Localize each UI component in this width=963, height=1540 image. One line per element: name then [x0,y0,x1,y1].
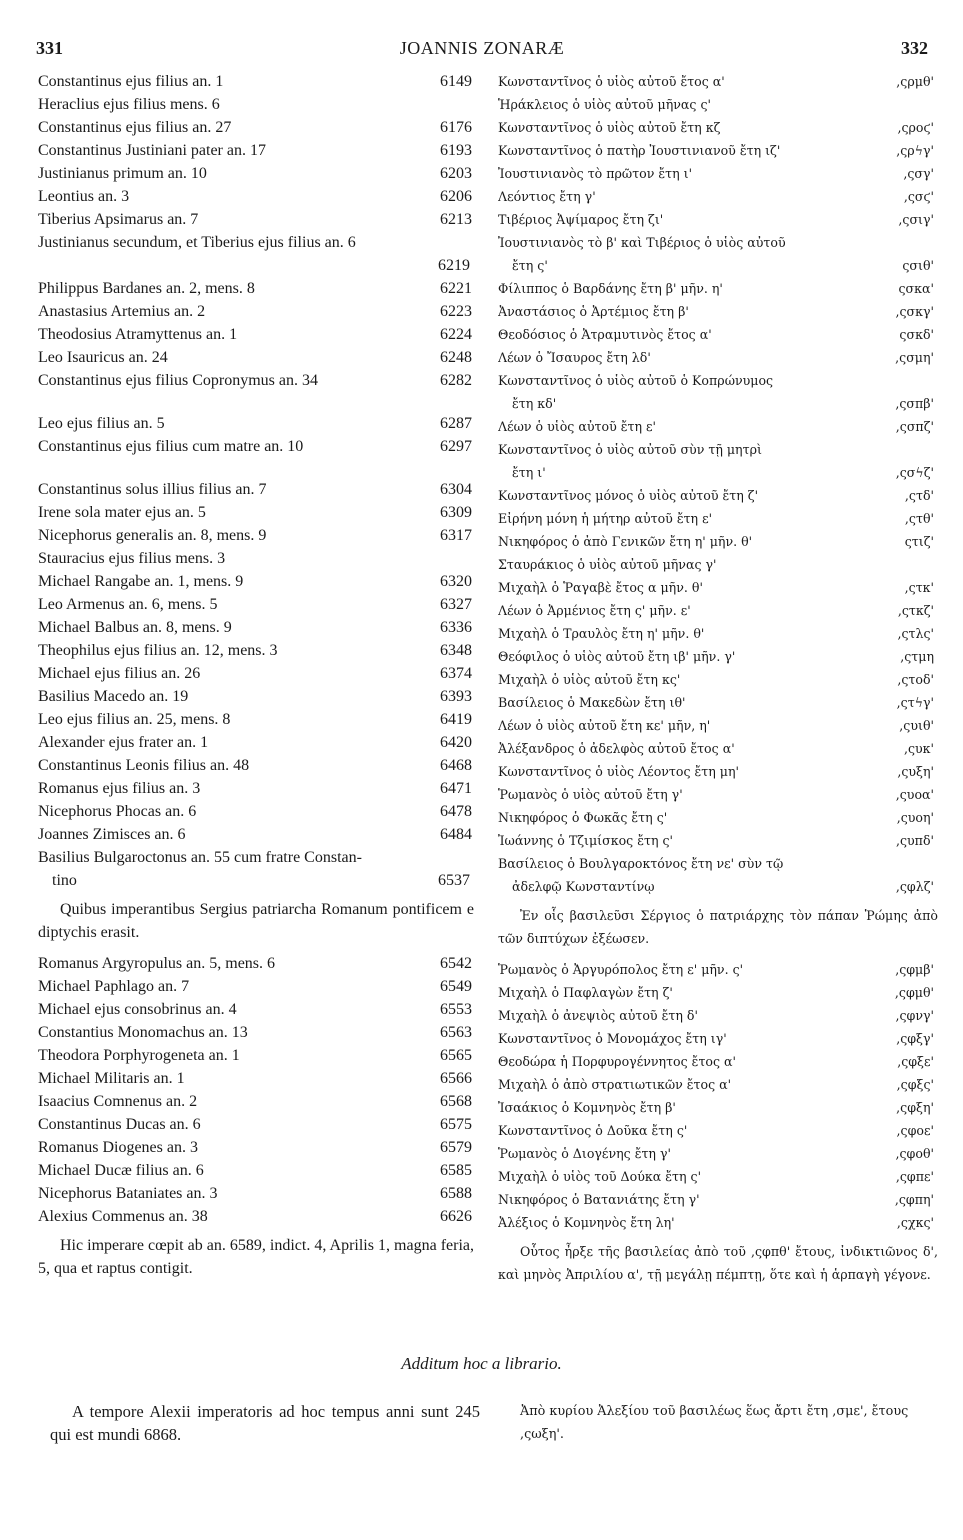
latin-entry-text: Michael ejus filius an. 26 [38,665,201,682]
greek-entry-line [498,254,938,277]
latin-entry [38,1136,474,1159]
page-header [36,38,928,62]
greek-entry-year: ,ςτκ' [904,580,934,595]
greek-entry-text: Κωνσταντῖνος ὁ Δοῦκα ἔτη ς' [498,1123,688,1138]
greek-entry-text: Νικηφόρος ὁ ἀπὸ Γενικῶν ἔτη η' μῆν. θ' [498,534,753,549]
latin-entry-text: Isaacius Comnenus an. 2 [38,1093,198,1110]
greek-entry-year: ςτιζ' [904,534,934,549]
latin-entry-year: 6420 [440,734,472,751]
latin-entry-year: 6626 [440,1208,472,1225]
latin-entry [38,139,474,162]
latin-entry-text: Justinianus secundum, et Tiberius ejus filius an. 6 [38,234,356,251]
latin-entry-year: 6588 [440,1185,472,1202]
greek-entry-text: Λέων ὁ υἱὸς αὐτοῦ ἔτη κε' μῆν, η' [498,718,711,733]
greek-entry-year: ,ςσϟζ' [895,465,934,480]
greek-entry-text: Θεόφιλος ὁ υἱὸς αὐτοῦ ἔτη ιβ' μῆν. γ' [498,649,736,664]
greek-entry [498,1004,938,1027]
greek-entry [498,277,938,300]
greek-entry [498,139,938,162]
greek-entry-text: Μιχαὴλ ὁ Ῥαγαβὲ ἔτος α μῆν. θ' [498,580,703,595]
greek-entry [498,806,938,829]
latin-entry [38,162,474,185]
latin-entry-text: Michael ejus consobrinus an. 4 [38,1001,237,1018]
latin-entry-year: 6553 [440,1001,472,1018]
greek-entry-year: ,ςτθ' [904,511,934,526]
latin-entry-year: 6309 [440,504,472,521]
latin-entry [38,369,474,392]
latin-entry-text: Basilius Macedo an. 19 [38,688,189,705]
latin-entry [38,323,474,346]
greek-entry [498,323,938,346]
latin-entry [38,800,474,823]
greek-entry-text: Ῥωμανὸς ὁ Ἀργυρόπολος ἔτη ε' μῆν. ς' [498,962,744,977]
latin-entry [38,1182,474,1205]
greek-entry-line [498,392,938,415]
greek-entry-year: ,ςυξη' [897,764,934,779]
latin-entry [38,823,474,846]
greek-entry-text: Μιχαὴλ ὁ ἀνεψιὸς αὐτοῦ ἔτη δ' [498,1008,698,1023]
latin-entry-text: Michael Paphlago an. 7 [38,978,190,995]
greek-entry [498,668,938,691]
latin-entry-text: Anastasius Artemius an. 2 [38,303,206,320]
latin-entry-text: Leo ejus filius an. 5 [38,415,165,432]
latin-entry-year: 6575 [440,1116,472,1133]
latin-entry [38,70,474,93]
greek-entry-text: Ῥωμανὸς ὁ Διογένης ἔτη γ' [498,1146,671,1161]
greek-entry-year: ,ςτδ' [904,488,934,503]
footer-latin: A tempore Alexii imperatoris ad hoc tempus anni sunt 245 qui est mundi 6868. [50,1402,480,1444]
latin-entry-year: 6563 [440,1024,472,1041]
latin-entry-text: Romanus Diogenes an. 3 [38,1139,198,1156]
greek-entry [498,1096,938,1119]
latin-entry-text: Constantinus Leonis filius an. 48 [38,757,250,774]
greek-entry [498,1188,938,1211]
latin-entry-text: Nicephorus Bataniates an. 3 [38,1185,218,1202]
greek-entry-year: ,ςρμθ' [896,74,934,89]
greek-entry-year: ςσκδ' [899,327,934,342]
greek-entry-year: ,ςυπδ' [895,833,934,848]
latin-entry-text: Michael Ducæ filius an. 6 [38,1162,204,1179]
greek-entry [498,691,938,714]
greek-entry-text: Κωνσταντῖνος ὁ υἱὸς αὐτοῦ ἔτη κζ [498,120,721,135]
page-number-right: 332 [901,38,928,58]
latin-entry-text: Theodosius Atramyttenus an. 1 [38,326,238,343]
greek-entry-year: ,ςφξς' [896,1077,934,1092]
latin-entry-year: 6393 [440,688,472,705]
latin-entry [38,412,474,435]
latin-entry-year: 6374 [440,665,472,682]
greek-entry-text: Ἀλέξιος ὁ Κομνηνὸς ἔτη λη' [498,1215,675,1230]
latin-entry [38,346,474,369]
latin-entry-year: 6471 [440,780,472,797]
latin-entry-text: Theodora Porphyrogeneta an. 1 [38,1047,240,1064]
greek-column [498,70,938,1286]
greek-entry-line [498,231,938,254]
latin-entry-year: 6221 [440,280,472,297]
latin-entry-text: Heraclius ejus filius mens. 6 [38,96,220,113]
greek-entry-text: Ἀναστάσιος ὁ Ἀρτέμιος ἔτη β' [498,304,689,319]
greek-entry-text: Κωνσταντῖνος ὁ Μονομάχος ἔτη ιγ' [498,1031,727,1046]
latin-entry [38,478,474,501]
greek-entry [498,1050,938,1073]
greek-entry-year: ,ςφπε' [895,1169,934,1184]
latin-entry-text: Basilius Bulgaroctonus an. 55 cum fratre Constan- [38,849,362,866]
latin-entry-year: 6317 [440,527,472,544]
latin-entry [38,208,474,231]
greek-entry [498,231,938,277]
greek-entry [498,737,938,760]
latin-entry-year: 6282 [440,372,472,389]
greek-entry-text: Θεοδόσιος ὁ Ἀτραμυτινὸς ἔτος α' [498,327,712,342]
greek-entry-year: ,ςφξε' [897,1054,934,1069]
greek-entry [498,438,938,484]
latin-entry-year: 6568 [440,1093,472,1110]
greek-entry-text: Κωνσταντῖνος ὁ πατὴρ Ἰουστινιανοῦ ἔτη ιζ' [498,143,781,158]
greek-entry-year: ,ςφξη' [896,1100,934,1115]
greek-entry-text: Εἰρήνη μόνη ἡ μήτηρ αὐτοῦ ἔτη ε' [498,511,713,526]
latin-entry [38,116,474,139]
greek-entry-text: Κωνσταντῖνος ὁ υἱὸς αὐτοῦ σὺν τῇ μητρὶ [498,442,762,457]
latin-entry [38,777,474,800]
latin-entry [38,685,474,708]
latin-entry-text: Leo Armenus an. 6, mens. 5 [38,596,218,613]
greek-entry-text: Κωνσταντῖνος ὁ υἱὸς αὐτοῦ ἔτος α' [498,74,725,89]
greek-entry [498,1119,938,1142]
greek-entry-year: ςσιθ' [902,258,934,273]
greek-entry-year: ,ςροϛ' [897,120,934,135]
latin-entry-year: 6248 [440,349,472,366]
latin-entry [38,185,474,208]
greek-entry [498,1165,938,1188]
latin-entry-text: Constantinus ejus filius Copronymus an. 34 [38,372,318,389]
greek-entry-year: ,ςρϟγ' [896,143,934,158]
greek-entry-year: ,ςτκζ' [897,603,934,618]
greek-entry [498,1142,938,1165]
greek-entry-text: Κωνσταντῖνος ὁ υἱὸς αὐτοῦ ὁ Κοπρώνυμος [498,373,774,388]
greek-entry [498,70,938,93]
greek-entry-year: ,ςσπβ' [895,396,934,411]
greek-entry-text: Ῥωμανὸς ὁ υἱὸς αὐτοῦ ἔτη γ' [498,787,683,802]
latin-entry [38,639,474,662]
greek-entry-text: Σταυράκιος ὁ υἱὸς αὐτοῦ μῆνας γ' [498,557,717,572]
latin-entry [38,524,474,547]
latin-entry-year: 6203 [440,165,472,182]
latin-entry [38,616,474,639]
latin-entry-year: 6537 [438,872,470,889]
latin-entry-year: 6484 [440,826,472,843]
greek-paragraph: Ἐν οἷς βασιλεῦσι Σέργιος ὁ πατριάρχης τὸν πάπαν Ῥώμης ἀπὸ τῶν διπτύχων ἐξέωσεν. [498,908,938,946]
greek-entry [498,981,938,1004]
greek-entry [498,553,938,576]
greek-entry-line [498,438,938,461]
footer-greek: Ἀπὸ κυρίου Ἀλεξίου τοῦ βασιλέως ἕως ἄρτι ἔτη ,σμε', ἔτους ,ςωξη'. [520,1404,909,1442]
greek-entry-text: Τιβέριος Ἀψίμαρος ἔτη ζι' [498,212,664,227]
latin-entry-year: 6565 [440,1047,472,1064]
greek-entry-text: Ἰσαάκιος ὁ Κομνηνὸς ἔτη β' [498,1100,676,1115]
greek-entry [498,530,938,553]
latin-entry-line [38,231,474,254]
greek-entry [498,852,938,898]
latin-entry [38,998,474,1021]
greek-entry-year: ,ςφξγ' [896,1031,934,1046]
latin-entry-year: 6320 [440,573,472,590]
latin-entry [38,593,474,616]
latin-entry-year: 6566 [440,1070,472,1087]
greek-entry [498,1073,938,1096]
greek-entry-text: Μιχαὴλ ὁ Τραυλὸς ἔτη η' μῆν. θ' [498,626,705,641]
greek-entry-year: ,ςσκγ' [895,304,934,319]
greek-entry-text: ἔτη κδ' [512,396,557,411]
greek-entry-text: Νικηφόρος ὁ Βατανιάτης ἔτη γ' [498,1192,700,1207]
greek-entry [498,369,938,415]
latin-entry [38,731,474,754]
latin-entry-year: 6327 [440,596,472,613]
greek-entry [498,783,938,806]
greek-entry-year: ,ςφνγ' [895,1008,934,1023]
greek-entry-text: Ἡράκλειος ὁ υἱὸς αὐτοῦ μῆνας ς' [498,97,712,112]
greek-entry-text: Λέων ὁ υἱὸς αὐτοῦ ἔτη ε' [498,419,656,434]
latin-entry-line [38,869,474,892]
running-title: JOANNIS ZONARÆ [399,38,565,58]
greek-entry [498,599,938,622]
greek-entry-text: Νικηφόρος ὁ Φωκᾶς ἔτη ς' [498,810,668,825]
greek-entry [498,162,938,185]
latin-entry-year: 6478 [440,803,472,820]
latin-entry-text: Justinianus primum an. 10 [38,165,207,182]
latin-entry-text: Constantinus ejus filius an. 1 [38,73,224,90]
greek-entry-text: Κωνσταντῖνος μόνος ὁ υἱὸς αὐτοῦ ἔτη ζ' [498,488,759,503]
greek-entry-year: ,ςφλζ' [895,879,934,894]
greek-entry-year: ,ςτϟγ' [896,695,934,710]
greek-entry [498,645,938,668]
greek-paragraph: Οὗτος ἦρξε τῆς βασιλείας ἀπὸ τοῦ ,ςφπθ' ἔτους, ἰνδικτιῶνος δ', καὶ μηνὸς Ἀπριλίου α', τῇ μεγάλῃ πέμπτῃ, ὅτε καὶ ἡ ἁρπαγὴ γέγονε. [498,1244,938,1282]
latin-entry-year: 6297 [440,438,472,455]
latin-entry-year: 6287 [440,415,472,432]
greek-entry-year: ,ςφοθ' [895,1146,934,1161]
greek-entry-year: ,ςτλς' [897,626,934,641]
latin-entry [38,1090,474,1113]
greek-entry-text: Ἰουστινιανὸς τὸ πρῶτον ἔτη ι' [498,166,693,181]
greek-entry-line [498,875,938,898]
latin-entry-year: 6193 [440,142,472,159]
greek-entry-text: Μιχαὴλ ὁ υἱὸς τοῦ Δούκα ἔτη ς' [498,1169,702,1184]
latin-entry [38,1159,474,1182]
greek-entry [498,116,938,139]
latin-paragraph: Hic imperare cœpit ab an. 6589, indict. 4, Aprilis 1, magna feria, 5, qua et raptus contigit. [38,1237,474,1277]
latin-entry-text: Michael Militaris an. 1 [38,1070,185,1087]
greek-entry [498,415,938,438]
greek-entry-year: ,ςσϛ' [903,189,934,204]
latin-entry-year: 6579 [440,1139,472,1156]
latin-entry-line [38,254,474,277]
latin-entry-year: 6219 [438,257,470,274]
greek-entry-year: ,ςυκ' [903,741,934,756]
latin-entry [38,501,474,524]
latin-entry-year: 6542 [440,955,472,972]
greek-entry-text: Λεόντιος ἔτη γ' [498,189,596,204]
latin-entry [38,547,474,570]
latin-entry-year: 6224 [440,326,472,343]
latin-entry-year: 6549 [440,978,472,995]
greek-entry [498,576,938,599]
spacer [38,392,474,412]
latin-entry-text: Tiberius Apsimarus an. 7 [38,211,199,228]
latin-entry-year: 6468 [440,757,472,774]
latin-entry [38,975,474,998]
latin-entry [38,708,474,731]
greek-entry-text: Θεοδώρα ἡ Πορφυρογέννητος ἔτος α' [498,1054,737,1069]
greek-entry-year: ,ςφοε' [896,1123,934,1138]
latin-entry [38,1205,474,1228]
latin-entry [38,846,474,892]
greek-entry [498,622,938,645]
latin-entry-text: Leo ejus filius an. 25, mens. 8 [38,711,231,728]
greek-entry-year: ,ςφμβ' [895,962,934,977]
latin-entry-year: 6585 [440,1162,472,1179]
greek-entry-year: ,ςχκς' [896,1215,934,1230]
greek-entry-text: Κωνσταντῖνος ὁ υἱὸς Λέοντος ἔτη μη' [498,764,740,779]
greek-entry-year: ,ςυοη' [896,810,934,825]
greek-entry [498,346,938,369]
latin-entry-text: Joannes Zimisces an. 6 [38,826,186,843]
greek-entry [498,300,938,323]
latin-entry-text: Constantius Monomachus an. 13 [38,1024,248,1041]
latin-entry [38,662,474,685]
greek-entry-text: ἔτη ς' [512,258,548,273]
latin-entry-text: Theophilus ejus filius an. 12, mens. 3 [38,642,278,659]
greek-entry-year: ,ςυιθ' [899,718,934,733]
latin-entry-text: Michael Rangabe an. 1, mens. 9 [38,573,244,590]
greek-entry-line [498,461,938,484]
latin-column [38,70,474,1280]
latin-entry-text: Constantinus ejus filius cum matre an. 10 [38,438,304,455]
latin-entry [38,1113,474,1136]
latin-entry-year: 6213 [440,211,472,228]
latin-entry-text: Constantinus Justiniani pater an. 17 [38,142,266,159]
latin-entry-year: 6348 [440,642,472,659]
latin-entry [38,277,474,300]
latin-entry-text: Alexius Commenus an. 38 [38,1208,208,1225]
greek-entry-text: ἔτη ι' [512,465,546,480]
latin-entry-line [38,846,474,869]
latin-entry-text: Constantinus ejus filius an. 27 [38,119,232,136]
greek-entry-year: ,ςσγ' [903,166,934,181]
greek-entry-text: Λέων ὁ Ἴσαυρος ἔτη λδ' [498,350,651,365]
greek-entry-text: Μιχαὴλ ὁ υἱὸς αὐτοῦ ἔτη κς' [498,672,681,687]
latin-entry [38,570,474,593]
greek-entry-text: Βασίλειος ὁ Βουλγαροκτόνος ἔτη νε' σὺν τῷ [498,856,784,871]
latin-entry-text: Leo Isauricus an. 24 [38,349,168,366]
greek-entry-year: ,ςφμθ' [894,985,934,1000]
latin-entry-year: 6149 [440,73,472,90]
greek-entry [498,829,938,852]
latin-entry-text: Nicephorus Phocas an. 6 [38,803,197,820]
greek-entry-year: ςσκα' [898,281,934,296]
greek-entry-year: ,ςσιγ' [898,212,934,227]
greek-entry-line [498,852,938,875]
greek-entry-year: ,ςτμη [900,649,934,664]
greek-entry-year: ,ςτοδ' [897,672,934,687]
latin-entry [38,1067,474,1090]
latin-entry [38,1021,474,1044]
greek-entry-year: ,ςφπη' [894,1192,934,1207]
latin-entry-text: Nicephorus generalis an. 8, mens. 9 [38,527,267,544]
latin-entry-year: 6419 [440,711,472,728]
latin-entry [38,300,474,323]
greek-entry-text: Ἀλέξανδρος ὁ ἀδελφὸς αὐτοῦ ἔτος α' [498,741,735,756]
greek-entry [498,958,938,981]
latin-entry-year: 6176 [440,119,472,136]
latin-entry-text: Stauracius ejus filius mens. 3 [38,550,226,567]
greek-entry-line [498,369,938,392]
latin-entry [38,231,474,277]
latin-entry-year: 6336 [440,619,472,636]
latin-entry [38,952,474,975]
greek-entry [498,760,938,783]
greek-entry [498,185,938,208]
latin-entry-text: Romanus Argyropulus an. 5, mens. 6 [38,955,276,972]
page-number-left: 331 [36,38,63,58]
greek-entry [498,93,938,116]
latin-entry-text: Constantinus Ducas an. 6 [38,1116,201,1133]
latin-entry-text: Romanus ejus filius an. 3 [38,780,201,797]
latin-paragraph: Quibus imperantibus Sergius patriarcha Romanum pontificem e diptychis erasit. [38,901,474,941]
greek-entry-text: Μιχαὴλ ὁ ἀπὸ στρατιωτικῶν ἔτος α' [498,1077,732,1092]
greek-entry-text: Βασίλειος ὁ Μακεδὼν ἔτη ιθ' [498,695,686,710]
latin-entry-text: Alexander ejus frater an. 1 [38,734,209,751]
latin-entry [38,1044,474,1067]
scribe-note: Additum hoc a librario. [401,1354,562,1373]
greek-entry [498,507,938,530]
greek-entry-text: Φίλιππος ὁ Βαρδάνης ἔτη β' μῆν. η' [498,281,723,296]
greek-entry [498,208,938,231]
greek-entry-text: Λέων ὁ Ἀρμένιος ἔτη ς' μῆν. ε' [498,603,691,618]
greek-entry-text: ἀδελφῷ Κωνσταντίνῳ [512,879,655,894]
latin-entry-text: Philippus Bardanes an. 2, mens. 8 [38,280,255,297]
latin-entry-text: Irene sola mater ejus an. 5 [38,504,206,521]
greek-entry [498,484,938,507]
latin-entry-year: 6304 [440,481,472,498]
latin-entry-text: Leontius an. 3 [38,188,130,205]
greek-entry-text: Ἰωάννης ὁ Τζιμίσκος ἔτη ς' [498,833,674,848]
greek-entry [498,714,938,737]
latin-entry [38,435,474,458]
latin-entry-year: 6206 [440,188,472,205]
latin-entry [38,754,474,777]
greek-entry-year: ,ςυοα' [895,787,934,802]
latin-entry [38,93,474,116]
greek-entry-text: Μιχαὴλ ὁ Παφλαγὼν ἔτη ζ' [498,985,673,1000]
latin-entry-text: tino [52,872,77,889]
greek-entry [498,1027,938,1050]
latin-entry-text: Constantinus solus illius filius an. 7 [38,481,267,498]
latin-entry-year: 6223 [440,303,472,320]
greek-entry-year: ,ςσμη' [895,350,934,365]
spacer [38,458,474,478]
greek-entry [498,1211,938,1234]
latin-entry-text: Michael Balbus an. 8, mens. 9 [38,619,232,636]
greek-entry-text: Ἰουστινιανὸς τὸ β' καὶ Τιβέριος ὁ υἱὸς αὐτοῦ [498,235,786,250]
greek-entry-year: ,ςσπζ' [895,419,934,434]
